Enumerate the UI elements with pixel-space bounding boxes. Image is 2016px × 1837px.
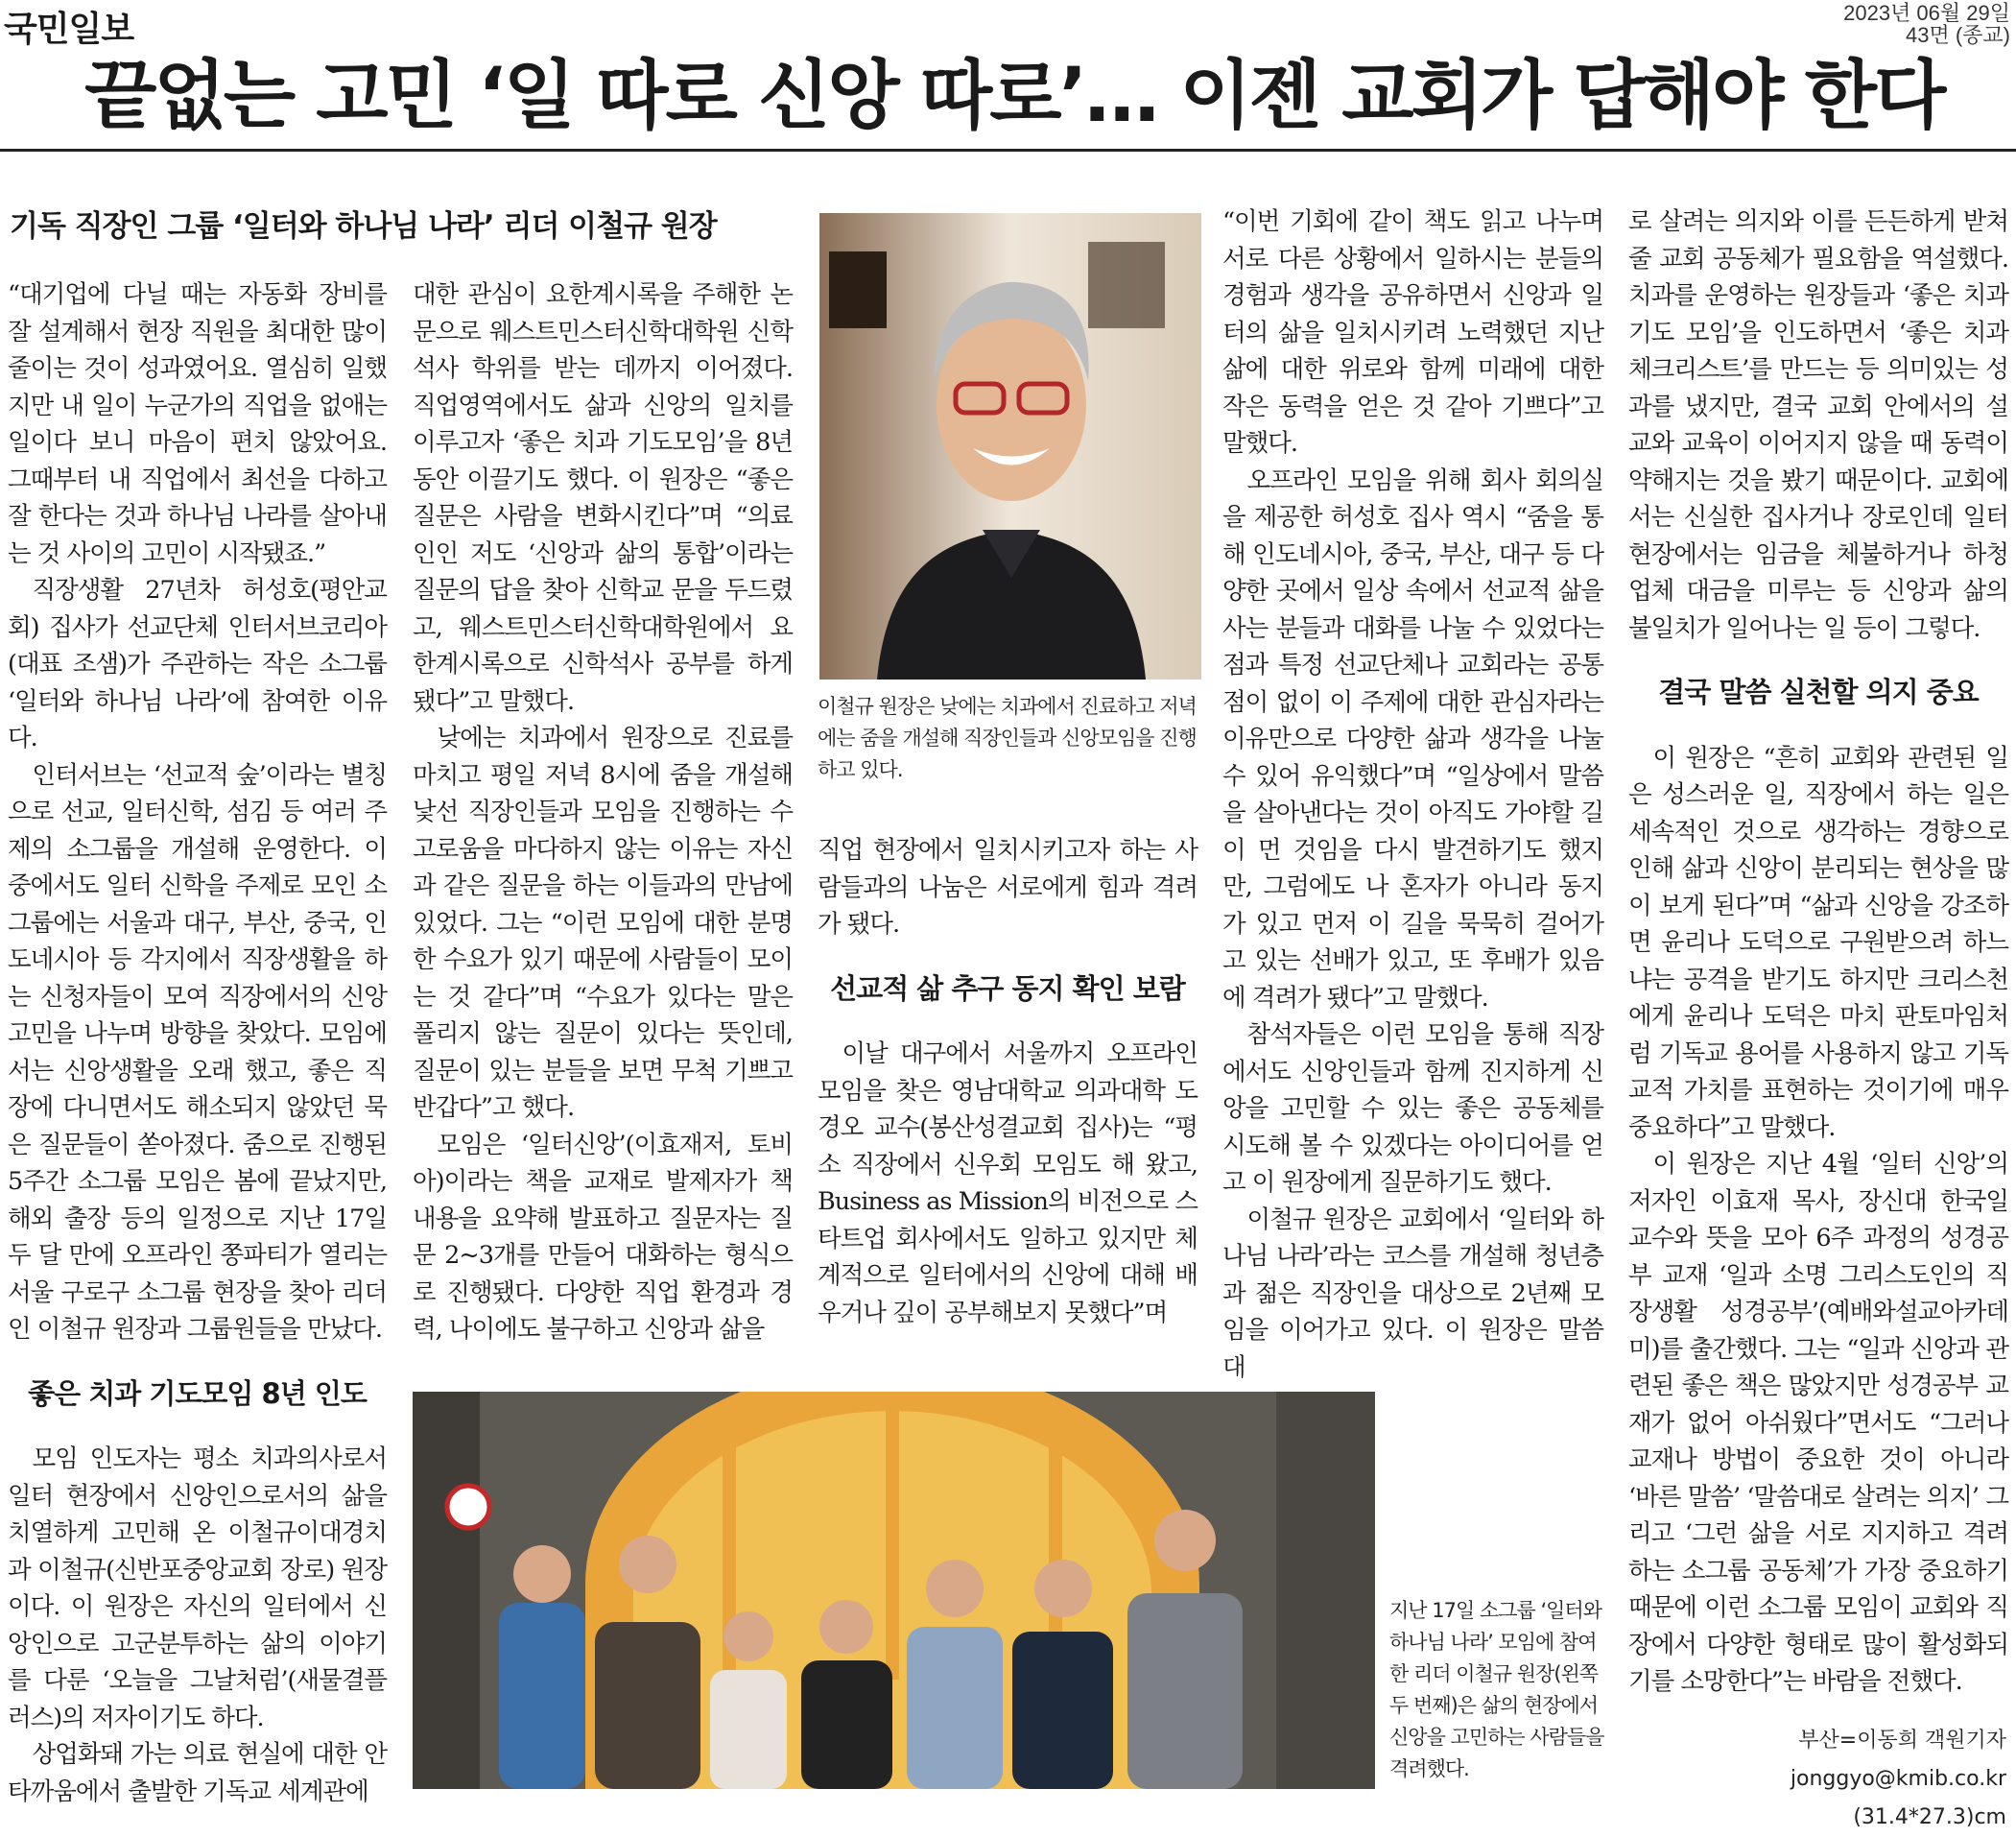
portrait-photo: [819, 213, 1201, 680]
paragraph: 이날 대구에서 서울까지 오프라인 모임을 찾은 영남대학교 의과대학 도경오 교수(봉산성결교회 집사)는 “평소 직장에서 신우회 모임도 해 왔고, Business as Mission의 비전으로 스타트업 회사에서도 일하고 있지만 체계적으로 일터에서의 신앙에 대해 배우거나 깊이 공부해보지 못했다”며: [818, 1039, 1198, 1327]
portrait-illustration: [819, 213, 1201, 680]
column-3: [818, 832, 1198, 1331]
paragraph: 오프라인 모임을 위해 회사 회의실을 제공한 허성호 집사 역시 “줌을 통해 인도네시아, 중국, 부산, 대구 등 다양한 곳에서 일상 속에서 선교적 삶을 사는 분들과 대화를 나눌 수 있었다는 점과 특정 선교단체나 교회라는 공통점이 없이 이 주제에 대한 관심자라는 이유만으로 다양한 삶과 생각을 나눌 수 있어 유익했다”며 “일상에서 말씀을 살아낸다는 것이 아직도 가야할 길이 먼 것임을 다시 발견하기도 했지만, 그럼에도 나 혼자가 아니라 동지가 있고 먼저 이 길을 묵묵히 걸어가고 있는 선배가 있고, 또 후배가 있음에 격려가 됐다”고 말했다.: [1222, 465, 1603, 1013]
paragraph: “이번 기회에 같이 책도 읽고 나누며 서로 다른 상황에서 일하시는 분들의 경험과 생각을 공유하면서 신앙과 일터의 삶을 일치시키려 노력했던 지난 삶에 대한 위로와 함께 미래에 대한 작은 동력을 얻은 것 같아 기쁘다”고 말했다.: [1222, 207, 1603, 458]
paragraph: “대기업에 다닐 때는 자동화 장비를 잘 설계해서 현장 직원을 최대한 많이 줄이는 것이 성과였어요. 열심히 일했지만 내 일이 누군가의 직업을 없애는 일이다 보니 마음이 편치 않았어요. 그때부터 내 직업에서 최선을 다하고 잘 한다는 것과 하나님 나라를 살아내는 것 사이의 고민이 시작됐죠.”: [8, 280, 387, 568]
paragraph: 모임 인도자는 평소 치과의사로서 일터 현장에서 신앙인으로서의 삶을 치열하게 고민해 온 이철규이대경치과 이철규(신반포중앙교회 장로) 원장이다. 이 원장은 자신의 일터에서 신앙인으로 고군분투하는 삶의 이야기를 다룬 ‘오늘을 그날처럼’(새물결플러스)의 저자이기도 하다.: [8, 1444, 387, 1732]
paragraph: 이 원장은 “흔히 교회와 관련된 일은 성스러운 일, 직장에서 하는 일은 세속적인 것으로 생각하는 경향으로 인해 삶과 신앙이 분리되는 현상을 많이 보게 된다”며 “삶과 신앙을 강조하면 윤리나 도덕으로 구원받으려 하느냐는 공격을 받기도 하지만 크리스천에게 윤리나 도덕은 마치 판토마임처럼 기독교 용어를 사용하지 않고 기독교적 가치를 표현하는 것이기에 매우 중요하다”고 말했다.: [1628, 743, 2008, 1142]
column-5: [1628, 203, 2008, 1701]
headline-rule: [0, 149, 2016, 152]
paragraph: 상업화돼 가는 의료 현실에 대한 안타까움에서 출발한 기독교 세계관에: [8, 1740, 387, 1806]
column-1: [8, 276, 387, 1810]
paragraph: 낮에는 치과에서 원장으로 진료를 마치고 평일 저녁 8시에 줌을 개설해 낯선 직장인들과 모임을 진행하는 수고로움을 마다하지 않는 이유는 자신과 같은 질문을 하는 이들과의 만남에 있었다. 그는 “이런 모임에 대한 분명한 수요가 있기 때문에 사람들이 모이는 것 같다”며 “수요가 있다는 말은 풀리지 않는 질문이 있다는 뜻인데, 질문이 있는 분들을 보면 무척 기쁘고 반갑다”고 했다.: [413, 724, 793, 1122]
section-heading: 선교적 삶 추구 동지 확인 보람: [830, 971, 1185, 1005]
section-heading: 결국 말씀 실천할 의지 중요: [1658, 676, 1979, 708]
group-photo: [413, 1392, 1375, 1789]
dateline: [1843, 2, 2010, 46]
paragraph: 이 원장은 지난 4월 ‘일터 신앙’의 저자인 이효재 목사, 장신대 한국일 교수와 뜻을 모아 6주 과정의 성경공부 교재 ‘일과 소명 그리스도인의 직장생활 성경공부’(예배와설교아카데미)를 출간했다. 그는 “일과 신앙과 관련된 좋은 책은 많았지만 성경공부 교재가 없어 아쉬웠다”면서도 “그러나 교재나 방법이 중요한 것이 아니라 ‘바른 말씀’ ‘말씀대로 살려는 의지’ 그리고 ‘그런 삶을 서로 지지하고 격려하는 소그룹 공동체’가 가장 중요하기 때문에 이런 소그룹 모임이 교회와 직장에서 다양한 형태로 많이 활성화되기를 소망한다”는 바람을 전했다.: [1628, 1150, 2008, 1696]
byline: [1791, 1722, 2006, 1837]
section-heading: 좋은 치과 기도모임 8년 인도: [28, 1376, 367, 1410]
group-photo-caption: 지난 17일 소그룹 ‘일터와 하나님 나라’ 모임에 참여한 리더 이철규 원장(왼쪽 두 번째)은 삶의 현장에서 신앙을 고민하는 사람들을 격려했다.: [1389, 1599, 1604, 1780]
publish-date: 2023년 06월 29일: [1843, 1, 2010, 25]
paragraph: 로 살려는 의지와 이를 든든하게 받쳐줄 교회 공동체가 필요함을 역설했다. 치과를 운영하는 원장들과 ‘좋은 치과 기도 모임’을 인도하면서 ‘좋은 치과 체크리스트’를 만드는 등 의미있는 성과를 냈지만, 결국 교회 안에서의 설교와 교육이 이어지지 않을 때 동력이 약해지는 것을 봤기 때문이다. 교회에서는 신실한 집사거나 장로인데 일터현장에서는 임금을 체불하거나 하청 업체 대금을 미루는 등 신앙과 삶의 불일치가 일어나는 일 등이 그렇다.: [1628, 207, 2008, 643]
masthead: 국민일보: [4, 10, 134, 49]
paragraph: 대한 관심이 요한계시록을 주해한 논문으로 웨스트민스터신학대학원 신학석사 학위를 받는 데까지 이어졌다. 직업영역에서도 삶과 신앙의 일치를 이루고자 ‘좋은 치과 기도모임’을 8년 동안 이끌기도 했다. 이 원장은 “좋은 질문은 사람을 변화시킨다”며 “의료인인 저도 ‘신앙과 삶의 통합’이라는 질문의 답을 찾아 신학교 문을 두드렸고, 웨스트민스터신학대학원에서 요한계시록으로 신학석사 공부를 하게 됐다”고 말했다.: [413, 280, 793, 716]
column-2: [413, 276, 793, 1348]
paragraph: 참석자들은 이런 모임을 통해 직장에서도 신앙인들과 함께 진지하게 신앙을 고민할 수 있는 좋은 공동체를 시도해 볼 수 있겠다는 아이디어를 얻고 이 원장에게 질문하기도 했다.: [1222, 1020, 1603, 1197]
portrait-caption: 이철규 원장은 낮에는 치과에서 진료하고 저녁에는 줌을 개설해 직장인들과 신앙모임을 진행하고 있다.: [818, 695, 1197, 781]
headline: 끝없는 고민 ‘일 따로 신앙 따로’… 이젠 교회가 답해야 한다: [84, 53, 1944, 139]
column-4: [1222, 203, 1603, 1386]
group-photo-illustration: [413, 1392, 1375, 1789]
paragraph: 직장생활 27년차 허성호(평안교회) 집사가 선교단체 인터서브코리아(대표 조샘)가 주관하는 작은 소그룹 ‘일터와 하나님 나라’에 참여한 이유다.: [8, 576, 387, 752]
paragraph: 직업 현장에서 일치시키고자 하는 사람들과의 나눔은 서로에게 힘과 격려가 됐다.: [818, 836, 1198, 939]
article-size: (31.4*27.3)cm: [1853, 1805, 2006, 1829]
paragraph: 모임은 ‘일터신앙’(이효재저, 토비아)이라는 책을 교재로 발제자가 책 내용을 요약해 발표하고 질문자는 질문 2~3개를 만들어 대화하는 형식으로 진행됐다. 다양한 직업 환경과 경력, 나이에도 불구하고 신앙과 삶을: [413, 1130, 793, 1344]
paragraph: 이철규 원장은 교회에서 ‘일터와 하나님 나라’라는 코스를 개설해 청년층과 젊은 직장인을 대상으로 2년째 모임을 이어가고 있다. 이 원장은 말씀대: [1222, 1205, 1603, 1382]
page-section: 43면 (종교): [1906, 23, 2010, 47]
reporter-name: 부산=이동희 객원기자: [1798, 1729, 2006, 1753]
reporter-email: jonggyo@kmib.co.kr: [1790, 1767, 2006, 1791]
subtitle: 기독 직장인 그룹 ‘일터와 하나님 나라’ 리더 이철규 원장: [10, 209, 717, 244]
paragraph: 인터서브는 ‘선교적 숲’이라는 별칭으로 선교, 일터신학, 섬김 등 여러 주제의 소그룹을 개설해 운영한다. 이 중에서도 일터 신학을 주제로 모인 소그룹에는 서울과 대구, 부산, 중국, 인도네시아 등 각지에서 직장생활을 하는 신청자들이 모여 직장에서의 신앙 고민을 나누며 방향을 찾았다. 모임에서는 신앙생활을 오래 했고, 좋은 직장에 다니면서도 해소되지 않았던 묵은 질문들이 쏟아졌다. 줌으로 진행된 5주간 소그룹 모임은 봄에 끝났지만, 해외 출장 등의 일정으로 지난 17일 두 달 만에 오프라인 쫑파티가 열리는 서울 구로구 소그룹 현장을 찾아 리더인 이철규 원장과 그룹원들을 만났다.: [8, 760, 387, 1344]
